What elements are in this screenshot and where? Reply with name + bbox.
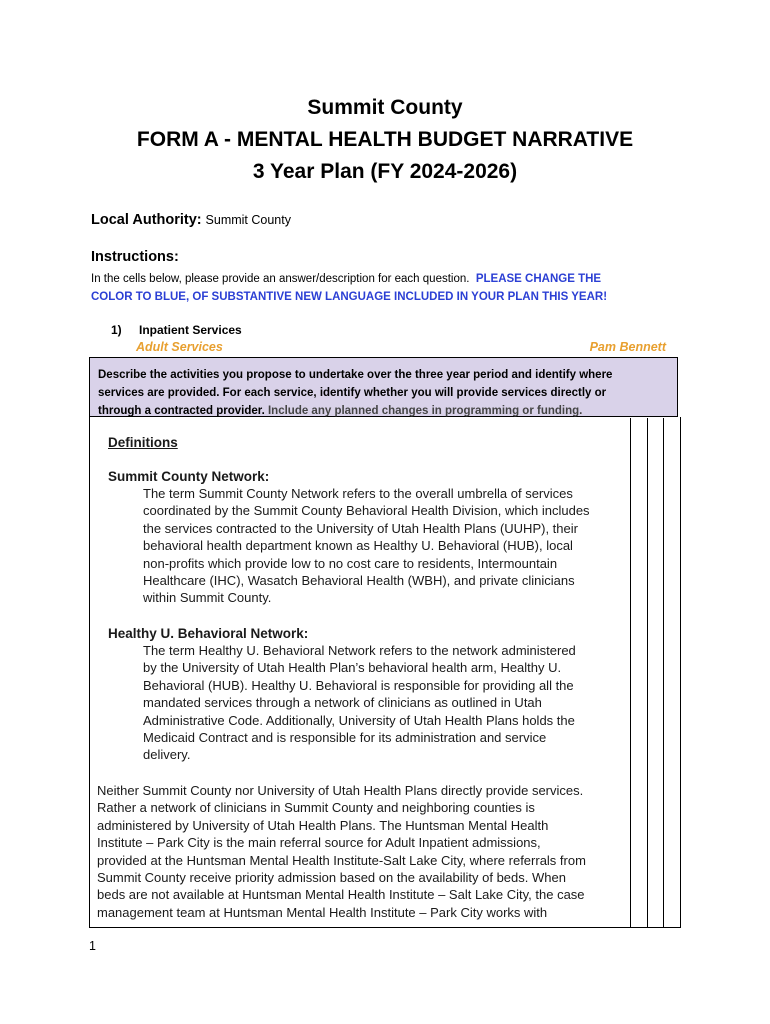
text-line: Neither Summit County nor University of Utah Health Plans directly provide services. [97, 783, 584, 798]
text-line: the services contracted to the University of Utah Health Plans (UUHP), their [143, 520, 578, 536]
section-title: Inpatient Services [139, 323, 242, 337]
network1-paragraph [143, 485, 623, 607]
local-authority-value: Summit County [205, 213, 291, 227]
text-line: Institute – Park City is the main referral source for Adult Inpatient admissions, [97, 835, 541, 851]
section-number: 1) [111, 323, 122, 337]
text-line: management team at Huntsman Mental Health Institute – Park City works with [97, 904, 548, 920]
instructions-emphasis-2: COLOR TO BLUE, OF SUBSTANTIVE NEW LANGUAGE INCLUDED IN YOUR PLAN THIS YEAR! [91, 291, 608, 303]
text-line: delivery. [143, 747, 191, 763]
page-title-line3: 3 Year Plan (FY 2024-2026) [252, 160, 518, 183]
text-line: non-profits which provide low to no cost care to residents, Intermountain [143, 555, 558, 571]
text-line: Summit County receive priority admission based on the availability of beds. When [97, 870, 566, 886]
question-box [89, 357, 678, 417]
text-line: Behavioral (HUB). Healthy U. Behavioral is responsible for providing all the [143, 677, 574, 693]
local-authority [91, 211, 291, 228]
text-line: beds are not available at Huntsman Mental Health Institute – Salt Lake City, the case [97, 887, 585, 903]
text-line: Medicaid Contract and is responsible for its administration and service [143, 730, 547, 746]
answer-column-divider-1 [630, 418, 631, 928]
closing-paragraph [97, 782, 627, 921]
text-line: mandated services through a network of clinicians as outlined in Utah [143, 695, 542, 711]
network2-heading: Healthy U. Behavioral Network: [108, 626, 309, 641]
instructions-text [91, 270, 691, 306]
local-authority-label: Local Authority: [91, 212, 202, 228]
text-line: behavioral health department known as Healthy U. Behavioral (HUB), local [143, 538, 573, 554]
text-line: by the University of Utah Health Plan’s behavioral health arm, Healthy U. [143, 660, 562, 676]
text-line: coordinated by the Summit County Behavioral Health Division, which includes [143, 503, 590, 519]
text-line: Healthcare (IHC), Wasatch Behavioral Health (WBH), and private clinicians [143, 573, 575, 589]
page-title-line1: Summit County [307, 96, 463, 119]
text-line: provided at the Huntsman Mental Health Institute-Salt Lake City, where referrals from [97, 852, 586, 868]
instructions-body: In the cells below, please provide an answer/description for each question. [91, 273, 470, 285]
text-line: within Summit County. [143, 590, 272, 606]
text-line: administered by University of Utah Health Plans. The Huntsman Mental Health [97, 817, 549, 833]
instructions-emphasis-1: PLEASE CHANGE THE [475, 273, 602, 285]
question-line-2: services are provided. For each service, identify whether you will provide services directly or [98, 387, 607, 399]
section-subtitle: Adult Services [136, 340, 223, 354]
section-owner: Pam Bennett [589, 340, 666, 354]
answer-column-divider-3 [663, 418, 664, 928]
text-line: Administrative Code. Additionally, University of Utah Health Plans holds the [143, 712, 575, 728]
answer-column-divider-2 [647, 418, 648, 928]
text-line: The term Summit County Network refers to the overall umbrella of services [143, 486, 573, 501]
question-line-3-bold: through a contracted provider. [98, 405, 265, 417]
text-line: The term Healthy U. Behavioral Network refers to the network administered [143, 643, 576, 658]
instructions-heading: Instructions: [91, 249, 179, 265]
page-number: 1 [89, 939, 96, 953]
question-line-1: Describe the activities you propose to undertake over the three year period and identify where [98, 369, 613, 381]
text-line: Rather a network of clinicians in Summit County and neighboring counties is [97, 800, 535, 816]
network1-heading: Summit County Network: [108, 469, 270, 484]
definitions-heading: Definitions [108, 435, 178, 450]
question-line-3-light: Include any planned changes in programming or funding. [267, 405, 583, 417]
page-title-line2: FORM A - MENTAL HEALTH BUDGET NARRATIVE [136, 128, 634, 151]
network2-paragraph [143, 642, 623, 764]
